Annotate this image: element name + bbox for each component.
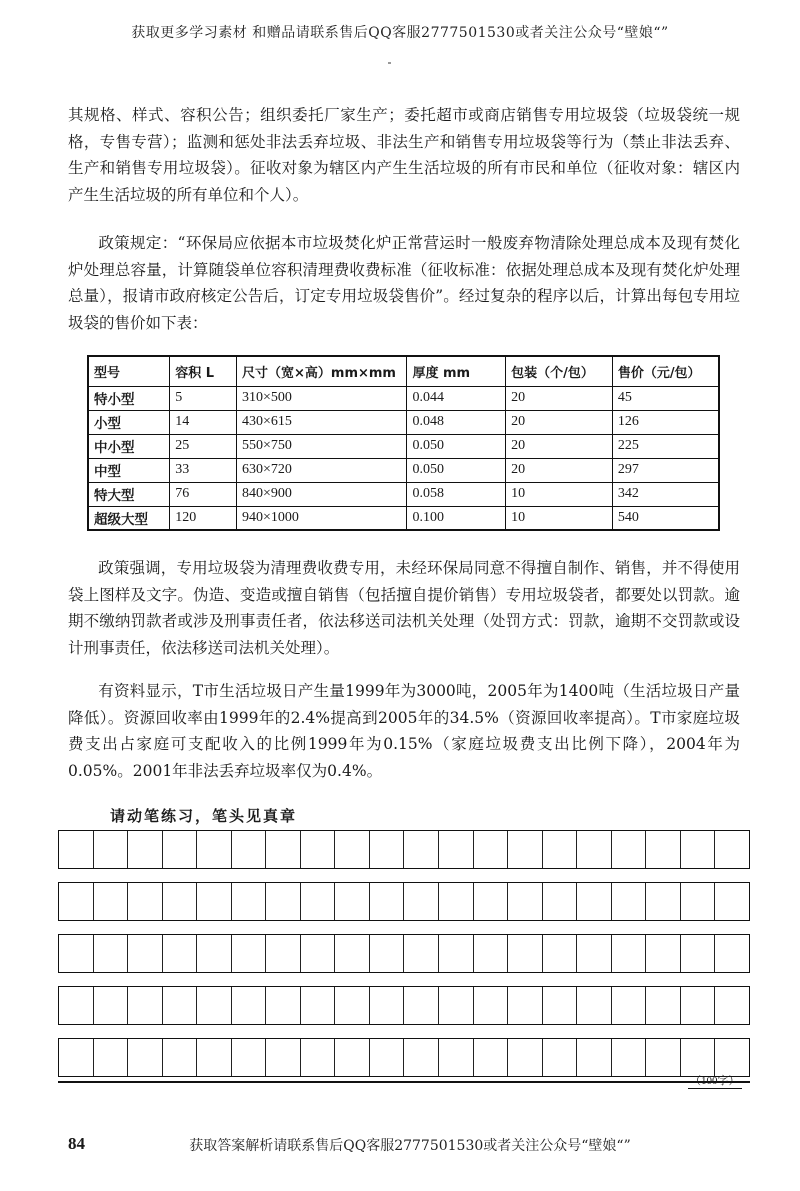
writing-grid-cell[interactable] (266, 883, 301, 920)
writing-grid-cell[interactable] (335, 883, 370, 920)
cell-volume: 76 (170, 482, 237, 506)
writing-grid-cell[interactable] (612, 883, 647, 920)
writing-grid-cell[interactable] (404, 987, 439, 1024)
writing-grid-cell[interactable] (508, 935, 543, 972)
writing-grid-cell[interactable] (646, 831, 681, 868)
cell-thickness: 0.058 (407, 482, 506, 506)
writing-grid-cell[interactable] (232, 935, 267, 972)
writing-grid-cell[interactable] (577, 831, 612, 868)
scan-dot (388, 62, 391, 64)
writing-grid-cell[interactable] (128, 831, 163, 868)
cell-size: 310×500 (237, 386, 407, 410)
cell-pack: 20 (506, 410, 613, 434)
writing-grid-cell[interactable] (59, 831, 94, 868)
cell-model: 超级大型 (88, 506, 170, 530)
writing-grid-cell[interactable] (577, 987, 612, 1024)
cell-volume: 33 (170, 458, 237, 482)
writing-grid-cell[interactable] (370, 883, 405, 920)
writing-grid-cell[interactable] (439, 883, 474, 920)
cell-volume: 120 (170, 506, 237, 530)
writing-grid-cell[interactable] (94, 1039, 129, 1076)
cell-model: 特小型 (88, 386, 170, 410)
cell-price: 342 (612, 482, 719, 506)
cell-price: 540 (612, 506, 719, 530)
writing-grid-cell[interactable] (94, 883, 129, 920)
writing-grid-cell[interactable] (577, 1039, 612, 1076)
writing-grid-cell[interactable] (715, 987, 749, 1024)
paragraph-policy-emphasis-text: 政策强调，专用垃圾袋为清理费收费专用，未经环保局同意不得擅自制作、销售，并不得使用袋上图样及文字。伪造、变造或擅自销售（包括擅自提价销售）专用垃圾袋者，都要处以罚款。逾期不缴纳罚款者或涉及刑事责任者，依法移送司法机关处理（处罚方式：罚款，逾期不交罚款或设计刑事责任，依法移送司法机关处理）。 (68, 559, 740, 657)
writing-grid-cell[interactable] (612, 831, 647, 868)
writing-grid-row (58, 1038, 750, 1077)
writing-grid-cell[interactable] (197, 1039, 232, 1076)
cell-pack: 20 (506, 434, 613, 458)
writing-grid-cell[interactable] (474, 987, 509, 1024)
cell-pack: 10 (506, 482, 613, 506)
writing-grid-cell[interactable] (474, 935, 509, 972)
writing-grid-cell[interactable] (508, 987, 543, 1024)
writing-grid-cell[interactable] (681, 1039, 716, 1076)
writing-grid-cell[interactable] (404, 883, 439, 920)
header-price: 售价（元/包） (612, 356, 719, 386)
table-row (88, 458, 719, 482)
writing-grid-cell[interactable] (508, 883, 543, 920)
paragraph-policy-emphasis (68, 555, 740, 661)
cell-pack: 20 (506, 386, 613, 410)
writing-grid-cell[interactable] (232, 1039, 267, 1076)
page-number: 84 (68, 1134, 85, 1153)
cell-price: 45 (612, 386, 719, 410)
cell-size: 430×615 (237, 410, 407, 434)
writing-grid-cell[interactable] (128, 883, 163, 920)
writing-grid-cell[interactable] (370, 935, 405, 972)
writing-grid-cell[interactable] (335, 987, 370, 1024)
cell-price: 126 (612, 410, 719, 434)
writing-grid-cell[interactable] (474, 883, 509, 920)
writing-grid-cell[interactable] (370, 987, 405, 1024)
writing-grid-cell[interactable] (163, 831, 198, 868)
writing-grid-cell[interactable] (681, 935, 716, 972)
writing-grid-cell[interactable] (646, 883, 681, 920)
writing-grid-cell[interactable] (543, 935, 578, 972)
cell-model: 小型 (88, 410, 170, 434)
practice-title: 请动笔练习，笔头见真章 (110, 807, 298, 825)
writing-grid-cell[interactable] (681, 987, 716, 1024)
cell-volume: 5 (170, 386, 237, 410)
writing-grid-cell[interactable] (508, 1039, 543, 1076)
table-header-row (88, 356, 719, 386)
writing-grid-cell[interactable] (197, 935, 232, 972)
writing-grid-cell[interactable] (301, 831, 336, 868)
cell-size: 840×900 (237, 482, 407, 506)
table-row (88, 482, 719, 506)
writing-grid-cell[interactable] (59, 935, 94, 972)
paragraph-statistics-text: 有资料显示，T市生活垃圾日产生量1999年为3000吨，2005年为1400吨（生活垃圾日产量降低）。资源回收率由1999年的2.4%提高到2005年的34.5%（资源回收率提高）。T市家庭垃圾费支出占家庭可支配收入的比例1999年为0.15%（家庭垃圾费支出比例下降），2004年为0.05%。2001年非法丢弃垃圾率仅为0.4%。 (68, 682, 740, 780)
writing-grid-row (58, 986, 750, 1025)
cell-size: 550×750 (237, 434, 407, 458)
writing-grid-cell[interactable] (404, 1039, 439, 1076)
cell-model: 中小型 (88, 434, 170, 458)
writing-grid-cell[interactable] (681, 883, 716, 920)
writing-grid-cell[interactable] (128, 1039, 163, 1076)
header-volume: 容积 L (170, 356, 237, 386)
writing-grid-row (58, 882, 750, 921)
writing-grid-cell[interactable] (612, 1039, 647, 1076)
writing-grid-cell[interactable] (543, 987, 578, 1024)
writing-grid-cell[interactable] (439, 987, 474, 1024)
writing-grid-row (58, 934, 750, 973)
writing-grid-cell[interactable] (474, 1039, 509, 1076)
writing-grid-cell[interactable] (439, 935, 474, 972)
writing-grid-cell[interactable] (94, 935, 129, 972)
writing-grid-cell[interactable] (508, 831, 543, 868)
writing-grid-cell[interactable] (163, 935, 198, 972)
writing-grid-cell[interactable] (301, 987, 336, 1024)
writing-grid-cell[interactable] (612, 987, 647, 1024)
writing-grid-cell[interactable] (128, 935, 163, 972)
writing-grid-cell[interactable] (197, 831, 232, 868)
cell-size: 630×720 (237, 458, 407, 482)
writing-grid-cell[interactable] (335, 935, 370, 972)
paragraph-policy-rule-text: 政策规定：“环保局应依据本市垃圾焚化炉正常营运时一般废弃物清除处理总成本及现有焚化炉处理总容量，计算随袋单位容积清理费收费标准（征收标准：依据处理总成本及现有焚化炉处理总量），报请市政府核定公告后，订定专用垃圾袋售价”。经过复杂的程序以后，计算出每包专用垃圾袋的售价如下表： (68, 234, 740, 332)
writing-grid-cell[interactable] (370, 1039, 405, 1076)
writing-grid-cell[interactable] (335, 831, 370, 868)
writing-grid-cell[interactable] (94, 987, 129, 1024)
writing-grid-cell[interactable] (370, 831, 405, 868)
cell-size: 940×1000 (237, 506, 407, 530)
footer-note: 获取答案解析请联系售后QQ客服2777501530或者关注公众号“壁娘“” (189, 1138, 631, 1154)
writing-grid-cell[interactable] (577, 883, 612, 920)
header-thickness: 厚度 mm (407, 356, 506, 386)
cell-price: 297 (612, 458, 719, 482)
writing-grid-cell[interactable] (439, 831, 474, 868)
writing-grid-cell[interactable] (543, 883, 578, 920)
writing-grid-cell[interactable] (232, 987, 267, 1024)
writing-grid-cell[interactable] (94, 831, 129, 868)
writing-grid-cell[interactable] (197, 883, 232, 920)
header-size: 尺寸（宽×高）mm×mm (237, 356, 407, 386)
header-model: 型号 (88, 356, 170, 386)
cell-thickness: 0.048 (407, 410, 506, 434)
cell-volume: 25 (170, 434, 237, 458)
writing-grid-cell[interactable] (474, 831, 509, 868)
writing-grid-cell[interactable] (232, 831, 267, 868)
cell-price: 225 (612, 434, 719, 458)
writing-grid-cell[interactable] (404, 831, 439, 868)
cell-volume: 14 (170, 410, 237, 434)
writing-grid-cell[interactable] (128, 987, 163, 1024)
writing-grid-cell[interactable] (266, 831, 301, 868)
writing-grid-cell[interactable] (404, 935, 439, 972)
writing-grid-row (58, 830, 750, 869)
writing-grid-cell[interactable] (543, 1039, 578, 1076)
table-row (88, 506, 719, 530)
writing-grid-cell[interactable] (301, 935, 336, 972)
cell-thickness: 0.050 (407, 458, 506, 482)
word-count-label: （100字） (688, 1072, 742, 1089)
writing-grid-cell[interactable] (163, 1039, 198, 1076)
writing-grid-cell[interactable] (301, 1039, 336, 1076)
writing-grid-cell[interactable] (577, 935, 612, 972)
grid-bottom-line (58, 1081, 750, 1083)
writing-grid-cell[interactable] (715, 831, 749, 868)
cell-model: 特大型 (88, 482, 170, 506)
bag-price-table (87, 355, 720, 531)
header-note: 获取更多学习素材 和赠品请联系售后QQ客服2777501530或者关注公众号“壁娘“” (131, 25, 669, 41)
writing-grid-cell[interactable] (715, 1039, 749, 1076)
writing-grid-cell[interactable] (163, 987, 198, 1024)
table-row (88, 386, 719, 410)
writing-grid-cell[interactable] (543, 831, 578, 868)
cell-thickness: 0.044 (407, 386, 506, 410)
writing-grid-cell[interactable] (715, 883, 749, 920)
writing-grid-cell[interactable] (715, 935, 749, 972)
writing-grid-cell[interactable] (197, 987, 232, 1024)
cell-thickness: 0.100 (407, 506, 506, 530)
writing-grid-cell[interactable] (646, 987, 681, 1024)
cell-thickness: 0.050 (407, 434, 506, 458)
writing-grid-cell[interactable] (59, 987, 94, 1024)
cell-pack: 20 (506, 458, 613, 482)
paragraph-policy-rule (68, 230, 740, 336)
writing-grid-cell[interactable] (59, 883, 94, 920)
paragraph-statistics (68, 678, 740, 784)
cell-pack: 10 (506, 506, 613, 530)
header-pack: 包装（个/包） (506, 356, 613, 386)
table-row (88, 434, 719, 458)
writing-grid-cell[interactable] (646, 1039, 681, 1076)
writing-grid-cell[interactable] (163, 883, 198, 920)
writing-grid-cell[interactable] (266, 1039, 301, 1076)
writing-grid-cell[interactable] (232, 883, 267, 920)
cell-model: 中型 (88, 458, 170, 482)
writing-grid-cell[interactable] (335, 1039, 370, 1076)
writing-grid-cell[interactable] (681, 831, 716, 868)
table-row (88, 410, 719, 434)
writing-grid-cell[interactable] (266, 935, 301, 972)
writing-grid-cell[interactable] (612, 935, 647, 972)
writing-grid-cell[interactable] (439, 1039, 474, 1076)
writing-grid-cell[interactable] (266, 987, 301, 1024)
writing-grid-cell[interactable] (59, 1039, 94, 1076)
writing-grid-cell[interactable] (646, 935, 681, 972)
paragraph-regulation-scope: 其规格、样式、容积公告；组织委托厂家生产；委托超市或商店销售专用垃圾袋（垃圾袋统一规格，专售专营）；监测和惩处非法丢弃垃圾、非法生产和销售专用垃圾袋等行为（禁止非法丢弃、生产和销售专用垃圾袋）。征收对象为辖区内产生生活垃圾的所有市民和单位（征收对象：辖区内产生生活垃圾的所有单位和个人）。 (68, 106, 740, 204)
writing-grid-cell[interactable] (301, 883, 336, 920)
